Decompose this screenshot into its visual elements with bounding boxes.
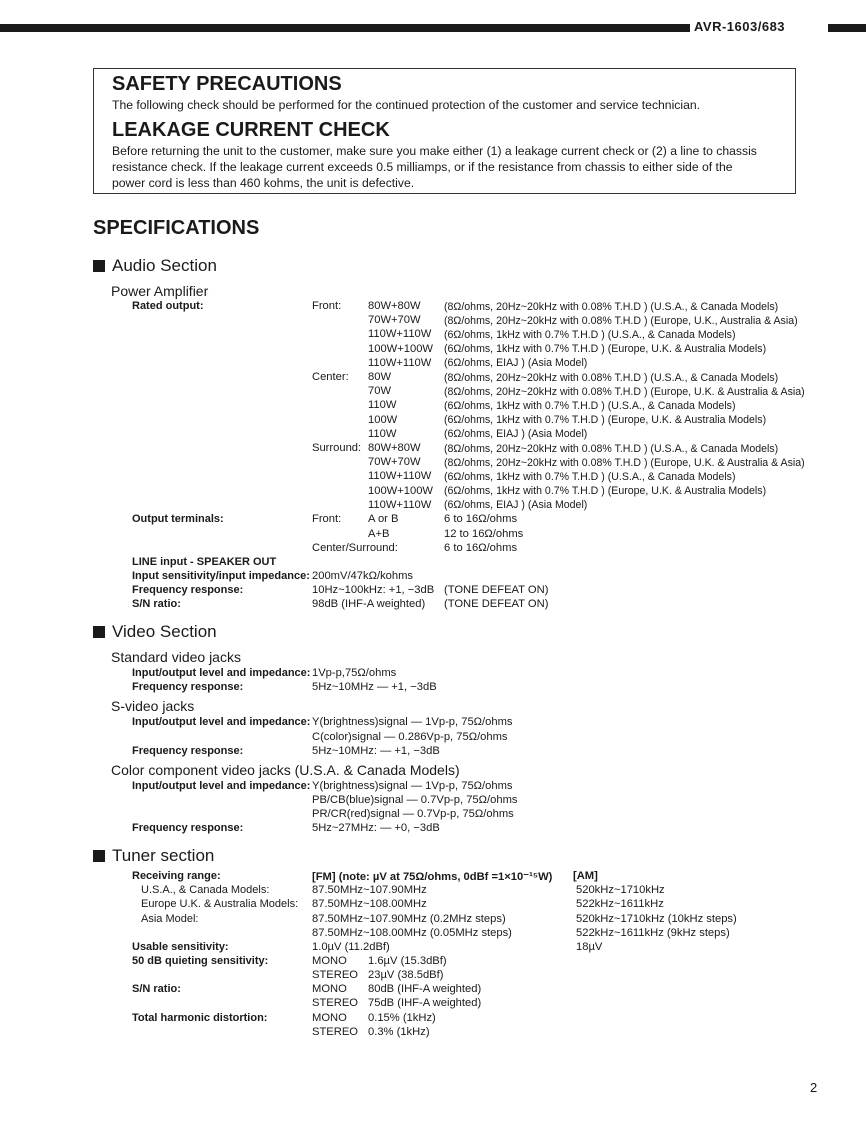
region-label: Europe U.K. & Australia Models:	[141, 898, 299, 911]
rated-output-note: (8Ω/ohms, 20Hz~20kHz with 0.08% T.H.D ) (Europe, U.K., Australia & Asia)	[444, 314, 798, 327]
am-range: 522kHz~1611kHz (9kHz steps)	[576, 926, 730, 939]
leakage-title: LEAKAGE CURRENT CHECK	[112, 119, 390, 141]
rated-output-value: 100W+100W	[368, 342, 433, 355]
rated-output-value: 70W+70W	[368, 456, 421, 469]
rated-output-note: (6Ω/ohms, EIAJ ) (Asia Model)	[444, 428, 588, 441]
std-io-value: 1Vp-p,75Ω/ohms	[312, 667, 397, 679]
rated-output-value: 110W	[368, 399, 397, 412]
terminal-note: 6 to 16Ω/ohms	[444, 513, 518, 525]
c-freq-value: 5Hz~27MHz: — +0, −3dB	[312, 822, 440, 834]
tuner-section-heading: Tuner section	[93, 846, 214, 866]
page-number: 2	[810, 1080, 818, 1095]
audio-sn-value: 98dB (IHF-A weighted)	[312, 598, 426, 610]
rated-output-value: 70W	[368, 385, 392, 398]
thd-stereo-key: STEREO	[312, 1026, 359, 1038]
rated-output-note: (8Ω/ohms, 20Hz~20kHz with 0.08% T.H.D ) (Europe, U.K. & Australia & Asia)	[444, 385, 805, 398]
tuner-sn-label: S/N ratio:	[132, 983, 181, 995]
s-io-label: Input/output level and impedance:	[132, 716, 311, 728]
thd-mono-key: MONO	[312, 1012, 347, 1024]
leakage-line: power cord is less than 460 kohms, the unit is defective.	[112, 176, 415, 190]
thd-label: Total harmonic distortion:	[132, 1012, 268, 1024]
channel-label: Front:	[312, 300, 342, 312]
quieting-stereo-value: 23µV (38.5dBf)	[368, 969, 444, 981]
rated-output-note: (6Ω/ohms, 1kHz with 0.7% T.H.D ) (Europe, U.K. & Australia Models)	[444, 343, 767, 356]
rated-output-value: 110W+110W	[368, 328, 432, 341]
terminal-value: A+B	[368, 527, 390, 540]
terminal-note: 6 to 16Ω/ohms	[444, 542, 518, 554]
header-bar-right	[828, 24, 866, 32]
component-video-title: Color component video jacks (U.S.A. & Canada Models)	[111, 762, 460, 778]
std-io-label: Input/output level and impedance:	[132, 667, 311, 679]
s-freq-label: Frequency response:	[132, 745, 244, 757]
quieting-mono-value: 1.6µV (15.3dBf)	[368, 955, 447, 967]
rated-output-note: (6Ω/ohms, 1kHz with 0.7% T.H.D ) (U.S.A., & Canada Models)	[444, 470, 736, 483]
rated-output-value: 110W	[368, 427, 397, 440]
audio-frequency-label: Frequency response:	[132, 584, 244, 596]
tuner-sn-stereo-value: 75dB (IHF-A weighted)	[368, 997, 482, 1009]
rated-output-label: Rated output:	[132, 300, 204, 312]
region-label: U.S.A., & Canada Models:	[141, 884, 270, 896]
thd-stereo-value: 0.3% (1kHz)	[368, 1026, 430, 1038]
audio-sn-label: S/N ratio:	[132, 598, 181, 610]
rated-output-note: (6Ω/ohms, 1kHz with 0.7% T.H.D ) (Europe, U.K. & Australia Models)	[444, 485, 767, 498]
rated-output-note: (6Ω/ohms, EIAJ ) (Asia Model)	[444, 499, 588, 512]
usable-sensitivity-label: Usable sensitivity:	[132, 941, 229, 953]
tuner-sn-mono-key: MONO	[312, 983, 347, 995]
s-io-value: Y(brightness)signal — 1Vp-p, 75Ω/ohms	[312, 716, 513, 728]
rated-output-note: (6Ω/ohms, 1kHz with 0.7% T.H.D ) (U.S.A., & Canada Models)	[444, 399, 736, 412]
std-freq-value: 5Hz~10MHz — +1, −3dB	[312, 681, 437, 693]
c-io-value: PB/CB(blue)signal — 0.7Vp-p, 75Ω/ohms	[312, 794, 518, 806]
rated-output-value: 100W	[368, 413, 398, 426]
std-freq-label: Frequency response:	[132, 681, 244, 693]
fm-range: 87.50MHz~107.90MHz	[312, 884, 427, 896]
rated-output-note: (8Ω/ohms, 20Hz~20kHz with 0.08% T.H.D ) (U.S.A., & Canada Models)	[444, 371, 779, 384]
s-io-value: C(color)signal — 0.286Vp-p, 75Ω/ohms	[312, 731, 508, 743]
rated-output-value: 110W+110W	[368, 356, 432, 369]
thd-mono-value: 0.15% (1kHz)	[368, 1012, 436, 1024]
rated-output-value: 80W+80W	[368, 442, 421, 454]
s-freq-value: 5Hz~10MHz: — +1, −3dB	[312, 745, 440, 757]
model-number: AVR-1603/683	[694, 19, 786, 34]
audio-frequency-note: (TONE DEFEAT ON)	[444, 584, 549, 596]
leakage-line: resistance check. If the leakage current exceeds 0.5 milliamps, or if the resistance from chassis to either side of the	[112, 160, 733, 174]
safety-title: SAFETY PRECAUTIONS	[112, 73, 342, 95]
fm-range: 87.50MHz~107.90MHz (0.2MHz steps)	[312, 912, 506, 925]
tuner-sn-stereo-key: STEREO	[312, 997, 359, 1009]
fm-range: 87.50MHz~108.00MHz	[312, 898, 427, 911]
am-range: 522kHz~1611kHz	[576, 898, 664, 911]
video-section-heading: Video Section	[93, 622, 217, 642]
c-io-value: Y(brightness)signal — 1Vp-p, 75Ω/ohms	[312, 780, 513, 792]
usable-sensitivity-fm: 1.0µV (11.2dBf)	[312, 941, 390, 953]
am-range: 520kHz~1710kHz (10kHz steps)	[576, 912, 737, 925]
quieting-mono-key: MONO	[312, 955, 347, 967]
audio-section-heading: Audio Section	[93, 256, 217, 276]
channel-label: Surround:	[312, 442, 362, 454]
line-input-heading: LINE input - SPEAKER OUT	[132, 556, 277, 568]
output-terminals-label: Output terminals:	[132, 513, 224, 525]
rated-output-value: 100W+100W	[368, 484, 433, 497]
square-bullet-icon	[93, 850, 105, 862]
terminal-value: A or B	[368, 513, 399, 525]
rated-output-value: 80W	[368, 371, 392, 383]
audio-frequency-value: 10Hz~100kHz: +1, −3dB	[312, 584, 435, 596]
terminal-note: 12 to 16Ω/ohms	[444, 527, 524, 540]
rated-output-note: (6Ω/ohms, 1kHz with 0.7% T.H.D ) (U.S.A., & Canada Models)	[444, 328, 736, 341]
quieting-label: 50 dB quieting sensitivity:	[132, 955, 269, 967]
rated-output-value: 80W+80W	[368, 300, 421, 312]
square-bullet-icon	[93, 626, 105, 638]
rated-output-value: 110W+110W	[368, 498, 432, 511]
fm-range: 87.50MHz~108.00MHz (0.05MHz steps)	[312, 926, 512, 939]
usable-sensitivity-am: 18µV	[576, 941, 603, 953]
c-io-value: PR/CR(red)signal — 0.7Vp-p, 75Ω/ohms	[312, 808, 514, 820]
square-bullet-icon	[93, 260, 105, 272]
rated-output-value: 110W+110W	[368, 470, 432, 483]
standard-video-title: Standard video jacks	[111, 649, 241, 665]
rated-output-note: (6Ω/ohms, 1kHz with 0.7% T.H.D ) (Europe, U.K. & Australia Models)	[444, 414, 767, 427]
rated-output-note: (6Ω/ohms, EIAJ ) (Asia Model)	[444, 357, 588, 370]
am-range: 520kHz~1710kHz	[576, 884, 665, 896]
fm-header: [FM] (note: µV at 75Ω/ohms, 0dBf =1×10⁻¹⁵W)	[312, 871, 553, 883]
terminal-channel: Front:	[312, 513, 342, 525]
c-io-label: Input/output level and impedance:	[132, 780, 311, 792]
specifications-title: SPECIFICATIONS	[93, 217, 260, 239]
rated-output-note: (8Ω/ohms, 20Hz~20kHz with 0.08% T.H.D ) (U.S.A., & Canada Models)	[444, 300, 779, 313]
input-sensitivity-value: 200mV/47kΩ/kohms	[312, 570, 414, 582]
header-bar	[0, 24, 690, 32]
quieting-stereo-key: STEREO	[312, 969, 359, 981]
rated-output-note: (8Ω/ohms, 20Hz~20kHz with 0.08% T.H.D ) (Europe, U.K. & Australia & Asia)	[444, 456, 805, 469]
channel-label: Center:	[312, 371, 349, 383]
s-video-title: S-video jacks	[111, 698, 195, 714]
safety-text: The following check should be performed for the continued protection of the customer and service technician.	[112, 98, 701, 112]
audio-sn-note: (TONE DEFEAT ON)	[444, 598, 549, 610]
am-header: [AM]	[573, 870, 598, 882]
power-amplifier-title: Power Amplifier	[111, 283, 209, 299]
leakage-line: Before returning the unit to the customer, make sure you make either (1) a leakage current check or (2) a line to chassis	[112, 144, 757, 158]
rated-output-value: 70W+70W	[368, 314, 421, 327]
input-sensitivity-label: Input sensitivity/input impedance:	[132, 570, 310, 582]
terminal-channel: Center/Surround:	[312, 542, 398, 554]
rated-output-note: (8Ω/ohms, 20Hz~20kHz with 0.08% T.H.D ) (U.S.A., & Canada Models)	[444, 442, 779, 455]
receiving-range-label: Receiving range:	[132, 870, 221, 882]
tuner-sn-mono-value: 80dB (IHF-A weighted)	[368, 983, 482, 995]
c-freq-label: Frequency response:	[132, 822, 244, 834]
region-label: Asia Model:	[141, 912, 199, 925]
